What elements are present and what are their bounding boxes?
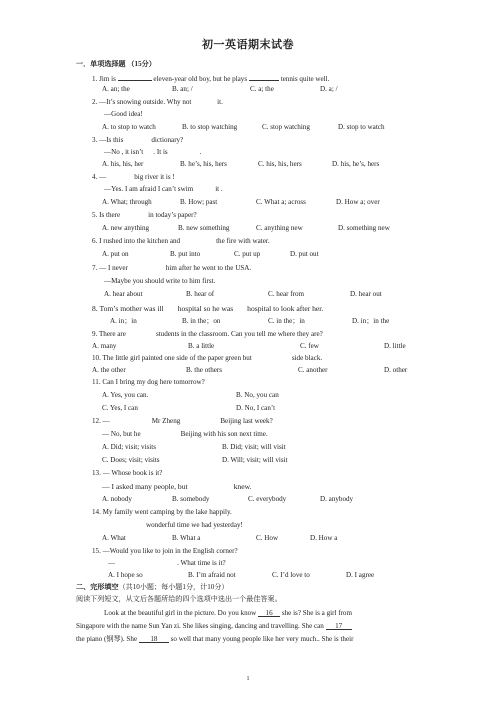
question-1-options: A. an; the: [102, 85, 130, 93]
page-number: 1: [246, 676, 250, 682]
question-4-options: A. What; through: [102, 198, 152, 206]
question-5-options: A. new anything: [102, 224, 150, 232]
exam-title: 初一英语期末试卷: [202, 39, 294, 51]
question-12-options: A. Did; visit; visits: [102, 443, 156, 451]
question-10: 10. The little girl painted one side of the paper green but side black.: [92, 354, 323, 362]
question-1: 1. Jim is eleven-year old boy, but he plays tennis quite well.: [92, 75, 330, 83]
section-1-heading: 一．单项选择题 （15分）: [76, 60, 156, 68]
question-4: 4. — big river it is !: [92, 173, 175, 181]
question-3-reply: —No , it isn’t . It is .: [104, 148, 202, 156]
question-6-options: A. put on: [102, 250, 129, 258]
question-9: 9. There are students in the classroom. Can you tell me where they are?: [92, 330, 323, 338]
question-8: 8. Tom’s mother was ill hospital so he was hospital to look after her.: [92, 304, 324, 313]
question-4-reply: —Yes. I am afraid I can’t swim it .: [104, 185, 223, 193]
question-14-options: A. What: [102, 534, 126, 542]
question-14-sentence: wonderful time we had yesterday!: [146, 521, 243, 529]
question-13: 13. — Whose book is it?: [92, 469, 163, 477]
question-14: 14. My family went camping by the lake happily.: [92, 508, 232, 516]
question-2-options: A. to stop to watch: [102, 123, 156, 131]
question-7-options: A. hear about: [104, 290, 143, 298]
question-9-options: A. many: [92, 342, 117, 350]
question-8-options: A. in；in: [110, 317, 137, 325]
question-11-options: A. Yes, you can.: [102, 391, 149, 399]
question-11: 11. Can I bring my dog here tomorrow?: [92, 378, 205, 386]
question-7: 7. — I never him after he went to the USA.: [92, 264, 252, 272]
question-12-reply: — No, but he Beijing with his son next time.: [102, 430, 268, 438]
question-7-reply: —Maybe you should write to him first.: [104, 277, 216, 285]
question-2-reply: —Good idea!: [104, 110, 143, 118]
passage-line-3: the piano (钢琴). She 18 so well that many young people like her very much.. She is their: [76, 635, 354, 643]
exam-page: 初一英语期末试卷 一．单项选择题 （15分） 1. Jim is eleven-year old boy, but he plays tennis quite well. A. an; the B. an; / C. a; the D. a; / 2. —It’s snowing outside. Why not it. —Good idea! A. to stop to watch B. to stop watching C. stop watching D. stop to watch 3. —Is this dictionary? —No , it isn’t . It is . A. his, his, her B. he’s, his, hers C. his, his, hers D. his, he’s, hers 4. — big river it is ! —Yes. I am afraid I can’t swim it . A. What; through B. How; past C. What a; across D. How a; over 5. Is there in today’s paper? A. new anything B. new something C. anything new D. something new 6. I rushed into the kitchen and the fire with water. A. put on B. put into C. put up D. put out 7. — I never him after he went to the USA. —Maybe you should write to him first. A. hear about B. hear of C. hear from D. hear out 8. Tom’s mother was ill hospital so he was hospital to look after her. A. in；in B. in the；on C. in the；in D. in；in the 9. There are students in the classroom. Can you tell me where they are? A. many B. a little C. few D. little 10. The little girl painted one side of the paper green but side black. A. the other B. the others C. another D. other 11. Can I bring my dog here tomorrow? A. Yes, you can. B. No, you can C. Yes, I can D. No, I can’t 12. — Mr Zheng Beijing last week? — No, but he Beijing with his son next time. A. Did; visit; visits B. Did; visit; will visit C. Does; visit; visits D. Will; visit; will visit 13. — Whose book is it? — I asked many people, but knew. A. nobody B. somebody C. everybody D. anybody 14. My family went camping by the lake happily. wonderful time we had yesterday! A. What B. What a C. How D. How a 15. —Would you like to join in the English corner? — . What time is it? A. I hope so B. I’m afraid not C. I’d love to D. I agree 二、完形填空（共10小题；每小题1分，计10分） 阅读下列短文，从文后各题所给的四个选项中选出一个最佳答案。 Look at the beautiful girl in the picture. Do you know 16 she is? She is a girl from Singapore with the name Sun Yan zi. She likes singing, dancing and travelling. She can 17 the piano (钢琴). She 18 so well that many young people like her very much.. She is their 1: [0, 0, 496, 702]
question-6: 6. I rushed into the kitchen and the fire with water.: [92, 237, 270, 245]
question-12: 12. — Mr Zheng Beijing last week?: [92, 417, 273, 425]
question-13-options: A. nobody: [102, 495, 132, 503]
passage-line-2: Singapore with the name Sun Yan zi. She likes singing, dancing and travelling. She can 17: [76, 622, 352, 631]
question-10-options: A. the other: [92, 366, 126, 374]
question-15-options: A. I hope so: [108, 571, 143, 579]
question-15: 15. —Would you like to join in the English corner?: [92, 547, 238, 555]
section-2-heading: 二、完形填空（共10小题；每小题1分，计10分）: [76, 583, 229, 591]
question-2: 2. —It’s snowing outside. Why not it.: [92, 98, 223, 106]
question-5: 5. Is there in today’s paper?: [92, 211, 197, 219]
section-2-instructions: 阅读下列短文，从文后各题所给的四个选项中选出一个最佳答案。: [76, 595, 282, 603]
question-3-options: A. his, his, her: [102, 160, 144, 168]
question-3: 3. —Is this dictionary?: [92, 136, 184, 144]
question-13-reply: — I asked many people, but knew.: [102, 482, 252, 491]
question-15-reply: — . What time is it?: [108, 559, 226, 567]
passage-line-1: Look at the beautiful girl in the picture. Do you know 16 she is? She is a girl from: [104, 609, 352, 617]
